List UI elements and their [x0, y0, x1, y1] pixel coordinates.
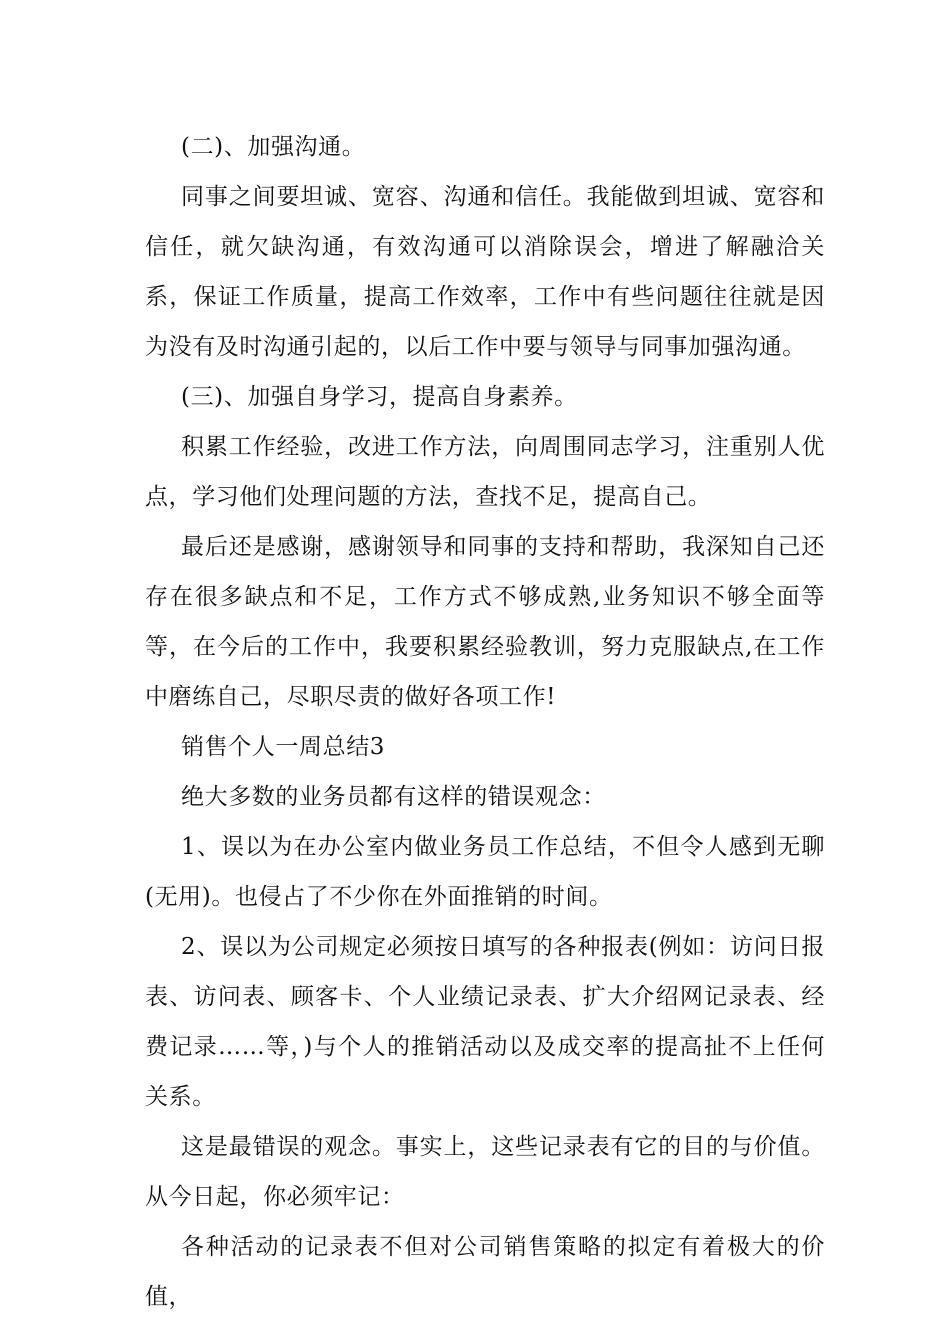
paragraph-misconceptions-intro: 绝大多数的业务员都有这样的错误观念：: [181, 784, 606, 810]
section-title-summary-3: 销售个人一周总结3: [181, 734, 386, 760]
paragraph-correction: 这是最错误的观念。事实上，这些记录表有它的目的与价值。从今日起，你必须牢记：: [145, 1134, 825, 1210]
list-item-misconception-2: 2、误以为公司规定必须按日填写的各种报表(例如：访问日报表、访问表、顾客卡、个人业绩记录表、扩大介绍网记录表、经费记录……等，)与个人的推销活动以及成交率的提高扯不上任何关系。: [145, 934, 825, 1110]
list-item-misconception-1: 1、误以为在办公室内做业务员工作总结，不但令人感到无聊(无用)。也侵占了不少你在外面推销的时间。: [145, 834, 825, 910]
paragraph-records-value: 各种活动的记录表不但对公司销售策略的拟定有着极大的价值，: [145, 1234, 825, 1310]
paragraph-thanks: 最后还是感谢，感谢领导和同事的支持和帮助，我深知自己还存在很多缺点和不足，工作方式不够成熟,业务知识不够全面等等，在今后的工作中，我要积累经验教训，努力克服缺点,在工作中磨练自己，尽职尽责的做好各项工作!: [145, 534, 825, 710]
section-heading-communication: (二)、加强沟通。: [181, 134, 366, 160]
section-heading-self-study: (三)、加强自身学习，提高自身素养。: [181, 384, 578, 410]
document-body: [145, 122, 825, 1322]
paragraph-communication: 同事之间要坦诚、宽容、沟通和信任。我能做到坦诚、宽容和信任，就欠缺沟通，有效沟通可以消除误会，增进了解融洽关系，保证工作质量，提高工作效率，工作中有些问题往往就是因为没有及时沟通引起的，以后工作中要与领导与同事加强沟通。: [145, 184, 825, 360]
paragraph-self-study: 积累工作经验，改进工作方法，向周围同志学习，注重别人优点，学习他们处理问题的方法，查找不足，提高自己。: [145, 434, 825, 510]
